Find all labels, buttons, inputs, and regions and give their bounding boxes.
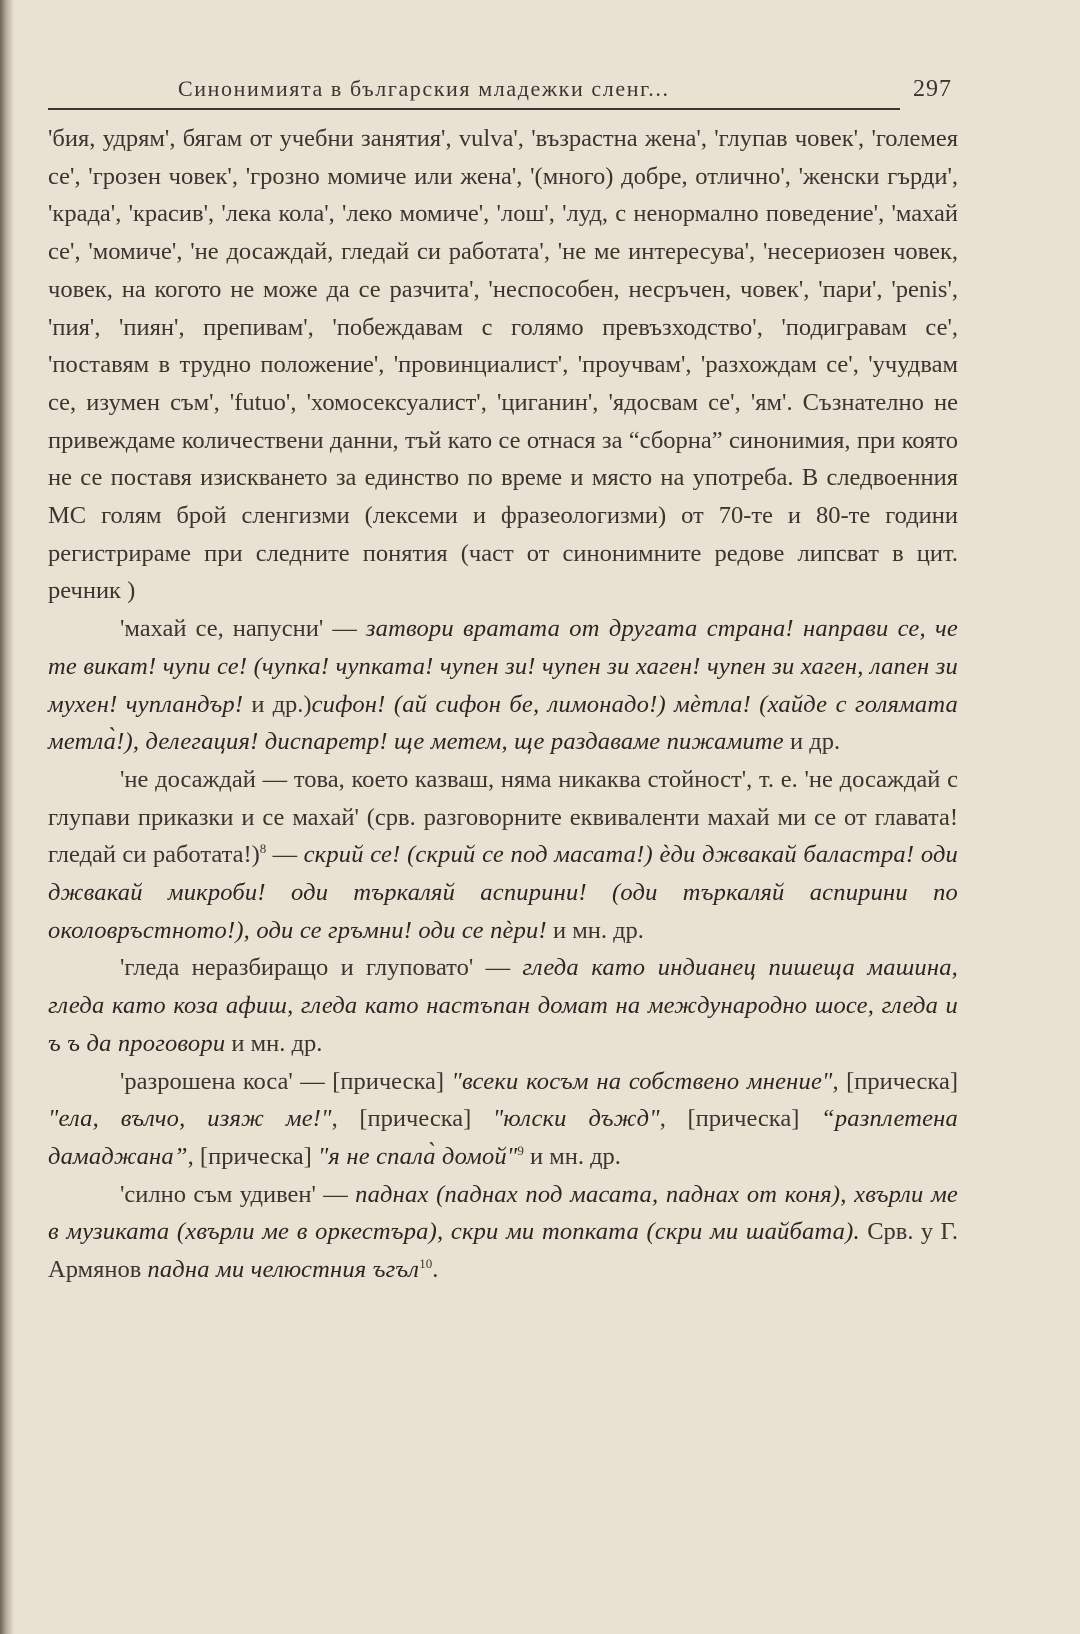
p5-italic-3: "юлски дъжд" [492,1105,660,1133]
p6-tail: . [432,1256,439,1284]
p6-lead: 'силно съм удивен' — [120,1180,356,1208]
p5-italic-4: “разплетена дамаджана” [48,1105,958,1170]
body-text [48,120,958,1289]
p5-tail: и мн. др. [523,1142,621,1170]
p3-lead: 'не досаждай — това, което казваш, няма никаква стойност', т. е. 'не досаждай с глупави приказки и се махай' (срв. разговорните еквиваленти махай ми се от главата! гледай си работата!) [48,765,958,869]
p6-mid: Срв. у Г. Армянов [48,1218,959,1284]
p5-sep-1: , [прическа] [832,1067,958,1095]
p5-lead: 'разрошена коса' — [прическа] [120,1067,452,1095]
p5-sep-2: , [прическа] [331,1105,493,1133]
running-header [48,76,952,116]
page-edge-shadow [0,0,14,1634]
paragraph-1: 'бия, удрям', бягам от учебни занятия', vulva', 'възрастна жена', 'глупав човек', 'големея се', 'грозен човек', 'грозно момиче или жена', '(много) добре, отлично', 'женски гърди', 'крада', 'красив', 'лека кола', 'леко момиче', 'лош', 'луд, с ненормално поведение', 'махай се', 'момиче', 'не досаждай, гледай си работата', 'не ме интересува', 'несериозен човек, човек, на когото не може да се разчита', 'неспособен, несръчен, човек', 'пари', 'penis', 'пия', 'пиян', препивам', 'побеждавам с голямо превъзходство', 'подигравам се', 'поставям в трудно положение', 'провинциалист', 'проучвам', 'разхождам се', 'учудвам се, изумен съм', 'futuo', 'хомосексуалист', 'циганин', 'ядосвам се', 'ям'. Съзнателно не привеждаме количествени данни, тъй като се отнася за “сборна” синонимия, при която не се поставя изискването за единство по време и място на употреба. В следвоенния МС голям брой сленгизми (лексеми и фразеологизми) от 70-те и 80-те години регистрираме при следните понятия (част от синонимните редове липсват в цит. речник ) [48,125,958,605]
paragraph-6 [48,1176,958,1289]
p2-italic-1: затвори вратата от другата страна! направи се, че те викат! чупи се! (чупка! чупката! чупен зи! чупен зи хаген! чупен зи хаген, лапен зи мухен! чупландър! [48,615,958,718]
header-title: Синонимията в българския младежки сленг... [178,76,670,101]
paragraph-5 [48,1063,958,1176]
p5-sep-4: , [прическа] [187,1142,318,1170]
header-rule [48,108,900,110]
p3-italic: скрий се! (скрий се под масата!) ѐди джвакай баластра! оди джвакай микроби! оди търкаляй аспирини! (оди търкаляй аспирини по околовръстното!), оди се гръмни! оди се пѐри! [48,841,959,944]
p2-lead: 'махай се, напусни' — [120,615,366,643]
footnote-ref-10: 10 [419,1255,433,1271]
p2-tail: и др. [783,728,841,756]
footnote-ref-8: 8 [259,841,267,857]
p6-italic: паднах (паднах под масата, паднах от коня), хвърли ме в музиката (хвърли ме в оркестъра), скри ми топката (скри ми шайбата). [48,1180,958,1246]
paragraph-4 [48,949,958,1062]
footnote-ref-9: 9 [517,1142,524,1158]
p5-italic-1: "всеки косъм на собствено мнение" [451,1067,833,1095]
p4-lead: 'гледа неразбиращо и глуповато' — [120,954,523,982]
p2-mid: и др.) [243,690,312,718]
page-number: 297 [913,76,952,102]
p2-italic-2: сифон! (ай сифон бе, лимонадо!) мѐтла! (хайде с голямата метла̀!), делегация! диспаретр! ще метем, ще раздаваме пижамите [48,690,958,756]
paragraph-2 [48,610,958,761]
p4-italic: гледа като индианец пишеща машина, гледа като коза афиш, гледа като настъпан домат на международно шосе, гледа и ъ ъ да проговори [48,954,958,1057]
p6-italic-2: падна ми челюстния ъгъл [147,1256,420,1284]
paragraph-3 [48,761,958,950]
p3-tail: и мн. др. [546,916,644,944]
p5-sep-3: , [прическа] [659,1105,822,1133]
p4-tail: и мн. др. [225,1029,323,1057]
p3-dash: — [266,841,304,869]
p5-italic-5: "я не спала̀ домой" [317,1142,518,1170]
p5-italic-2: "ела, вълчо, изяж ме!" [48,1105,332,1133]
